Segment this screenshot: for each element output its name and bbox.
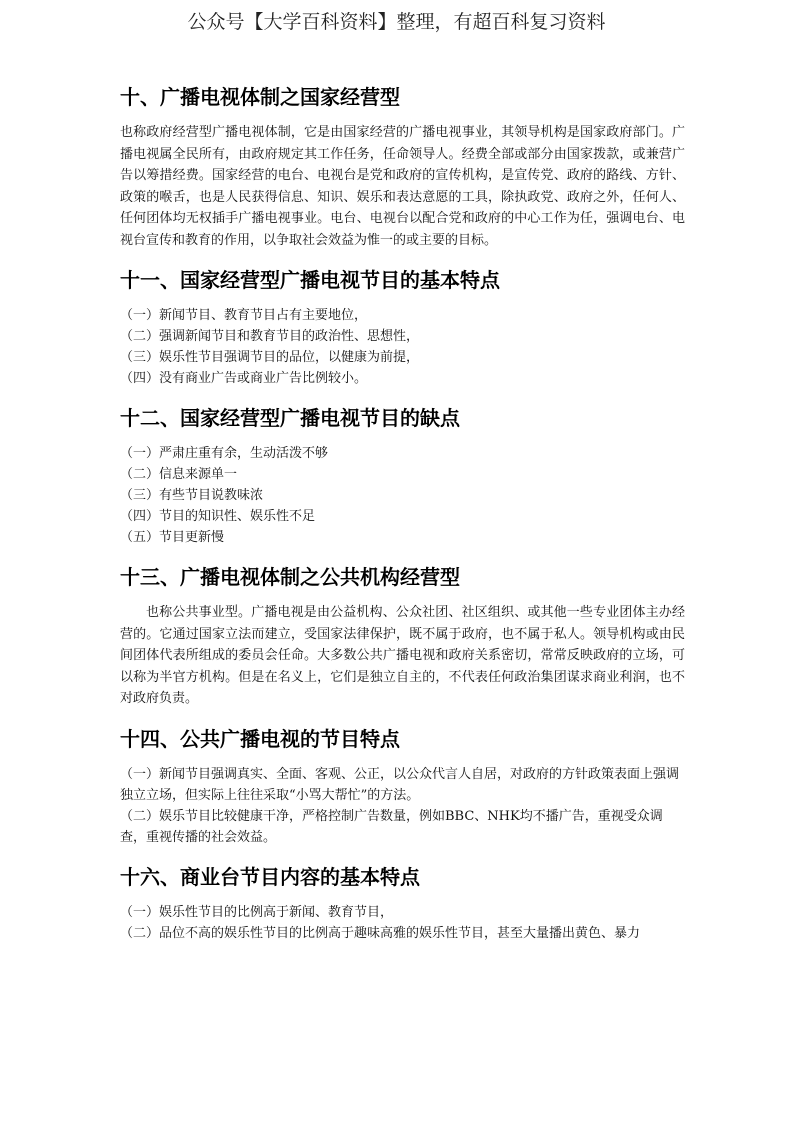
section-list: [120, 902, 685, 944]
list-item: （三）娱乐性节目强调节目的品位，以健康为前提，: [120, 350, 420, 365]
section-heading: 十六、商业台节目内容的基本特点: [120, 864, 420, 889]
section-heading: 十一、国家经营型广播电视节目的基本特点: [120, 268, 500, 292]
section-paragraph: 也称公共事业型。广播电视是由公益机构、公众社团、社区组织、或其他一些专业团体主办经营的。它通过国家立法而建立，受国家法律保护，既不属于政府，也不属于私人。领导机构或由民间团体代表所组成的委员会任命。大多数公共广播电视和政府关系密切，常常反映政府的立场，可以称为半官方机构。但是在名义上，它们是独立自主的，不代表任何政治集团谋求商业利润，也不对政府负责。: [120, 605, 685, 706]
section-paragraph: 也称政府经营型广播电视体制，它是由国家经营的广播电视事业，其领导机构是国家政府部门。广播电视属全民所有，由政府规定其工作任务，任命领导人。经费全部或部分由国家拨款，或兼营广告以筹措经费。国家经营的电台、电视台是党和政府的宣传机构，是宣传党、政府的路线、方针、政策的喉舌，也是人民获得信息、知识、娱乐和表达意愿的工具，除执政党、政府之外，任何人、任何团体均无权插手广播电视事业。电台、电视台以配合党和政府的中心工作为任，强调电台、电视台宣传和教育的作用，以争取社会效益为惟一的或主要的目标。: [120, 125, 685, 248]
section-12: [120, 403, 685, 548]
page-header: 公众号【大学百科资料】整理，有超百科复习资料: [187, 11, 606, 33]
list-item: （二）信息来源单一: [120, 467, 238, 482]
list-item: （二）娱乐节目比较健康干净，严格控制广告数量，例如BBC、NHK均不播广告，重视受众调查，重视传播的社会效益。: [120, 808, 663, 845]
section-list: [120, 305, 685, 389]
document-body: [120, 82, 685, 958]
list-item: （一）娱乐性节目的比例高于新闻、教育节目，: [120, 904, 394, 920]
section-13: [120, 562, 685, 710]
list-item: （二）强调新闻节目和教育节目的政治性、思想性，: [120, 329, 420, 344]
section-11: [120, 265, 685, 389]
list-item: （一）新闻节目强调真实、全面、客观、公正，以公众代言人自居，对政府的方针政策表面上强调独立立场，但实际上往往采取“小骂大帮忙”的方法。: [120, 766, 680, 803]
section-10: [120, 82, 685, 251]
section-heading: 十三、广播电视体制之公共机构经营型: [120, 565, 460, 589]
list-item: （四）节目的知识性、娱乐性不足: [120, 509, 316, 524]
list-item: （四）没有商业广告或商业广告比例较小。: [120, 371, 368, 386]
section-14: [120, 724, 685, 848]
list-item: （一）严肃庄重有余，生动活泼不够: [120, 446, 329, 461]
section-list: [120, 764, 685, 848]
list-item: （一）新闻节目、教育节目占有主要地位，: [120, 308, 368, 323]
section-heading: 十二、国家经营型广播电视节目的缺点: [120, 406, 460, 430]
section-16: [120, 862, 685, 944]
section-heading: 十、广播电视体制之国家经营型: [120, 85, 400, 109]
section-heading: 十四、公共广播电视的节目特点: [120, 726, 400, 751]
list-item: （五）节目更新慢: [120, 530, 225, 545]
list-item: （二）品位不高的娱乐性节目的比例高于趣味高雅的娱乐性节目，甚至大量播出黄色、暴力: [120, 925, 641, 941]
section-list: [120, 443, 685, 548]
list-item: （三）有些节目说教味浓: [120, 488, 264, 503]
